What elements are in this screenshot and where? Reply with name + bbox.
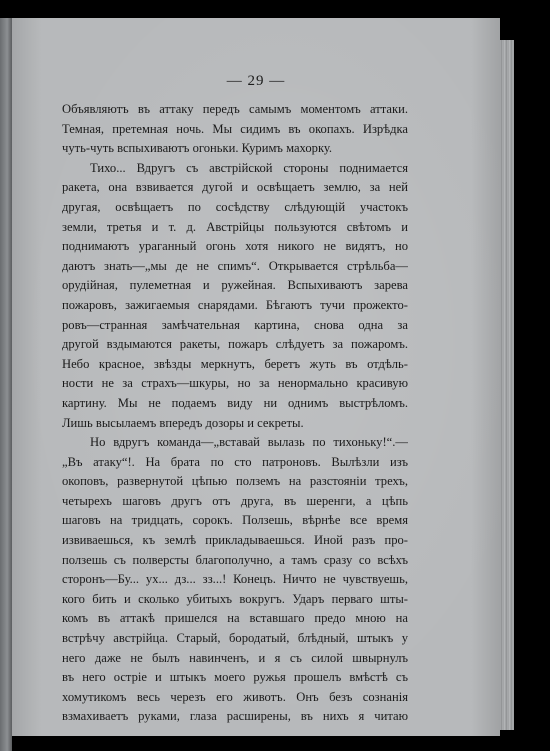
text-line: ползешь съ полверсты благополучно, а тамъ сразу со всѣхъ [62, 552, 408, 567]
text-line: поднимаютъ ураганный огонь хотя никого не видятъ, но [62, 239, 408, 254]
text-line: ности не за страхъ—шкуры, но за ненормально красивую [62, 376, 408, 391]
text-line: земли, третья и т. д. Австрійцы пользуются свѣтомъ и [62, 219, 408, 234]
text-line: ракета, она взвивается дугой и освѣщаетъ землю, за ней [62, 180, 408, 195]
text-line: Но вдругъ команда—„вставай вылазь по тихоньку!“.— [90, 435, 408, 450]
page-number: — 29 — [226, 73, 286, 89]
text-line: пожаровъ, зажигаемыя снарядами. Бѣгаютъ тучи прожекто- [62, 297, 408, 312]
text-line: встрѣчу австрійца. Старый, бородатый, блѣдный, штыкъ у [62, 631, 408, 646]
paragraph [62, 100, 408, 159]
text-line: шаговъ на тридцать, сорокъ. Ползешь, вѣрнѣе все время [62, 513, 408, 528]
text-line: комъ въ аттакѣ пришелся на вставшаго предо мною на [62, 611, 408, 626]
text-line: четырехъ шаговъ другъ отъ друга, въ шеренги, а цѣпь [62, 493, 408, 508]
text-line: Небо красное, звѣзды меркнутъ, беретъ жуть въ отдѣль- [62, 356, 408, 371]
text-line: окоповъ, развернутой цѣпью полземъ на разстояніи трехъ, [62, 474, 408, 489]
text-line: хомутикомъ весь черезъ его животъ. Онъ безъ сознанія [62, 689, 408, 704]
text-line: Тихо... Вдругъ съ австрійской стороны поднимается [90, 160, 408, 175]
paragraph [62, 159, 408, 433]
text-line: картину. Мы не подаемъ виду ни однимъ выстрѣломъ. [62, 395, 408, 410]
text-line: Объявляютъ въ аттаку передъ самымъ моментомъ аттаки. [62, 102, 408, 116]
paragraph [62, 433, 408, 727]
book-page [12, 18, 500, 736]
body-text [62, 100, 408, 727]
text-line: извиваешься, къ землѣ прикладываешься. Иной разъ про- [62, 533, 408, 548]
text-line: другая, освѣщаетъ по сосѣдству слѣдующій участокъ [62, 199, 408, 214]
text-line: въ него остріе и штыкъ моего ружья прошелъ вмѣстѣ съ [62, 670, 408, 685]
text-line: орудійная, пулеметная и ружейная. Вспыхиваютъ зарева [62, 278, 408, 293]
text-line: Лишь высылаемъ впередъ дозоры и секреты. [62, 415, 304, 430]
text-line: „Въ атаку“!. На брата по сто патроновъ. Вылѣзли изъ [62, 454, 408, 469]
text-line: кого бить и сколько убитыхъ вокругъ. Ударъ перваго шты- [62, 591, 408, 606]
text-line: другой вздымаются ракеты, пожаръ слѣдуетъ за пожаромъ. [62, 337, 408, 352]
text-line: сторонъ—Бу... ух... дз... зз...! Конецъ. Ничто не чувствуешь, [62, 572, 408, 587]
text-line: него даже не былъ навинченъ, и я съ силой швырнулъ [62, 650, 408, 665]
previous-page-edge [0, 18, 12, 751]
text-line: даютъ знать—„мы де не спимъ“. Открывается стрѣльба— [62, 258, 408, 273]
text-line: ровъ—странная замѣчательная картина, снова одна за [62, 317, 408, 332]
text-line: Темная, претемная ночь. Мы сидимъ въ окопахъ. Изрѣдка [62, 121, 408, 136]
text-line: взмахиваетъ руками, глаза расширены, въ нихъ я читаю [62, 709, 408, 724]
text-line: чуть-чуть вспыхиваютъ огоньки. Куримъ махорку. [62, 141, 333, 156]
